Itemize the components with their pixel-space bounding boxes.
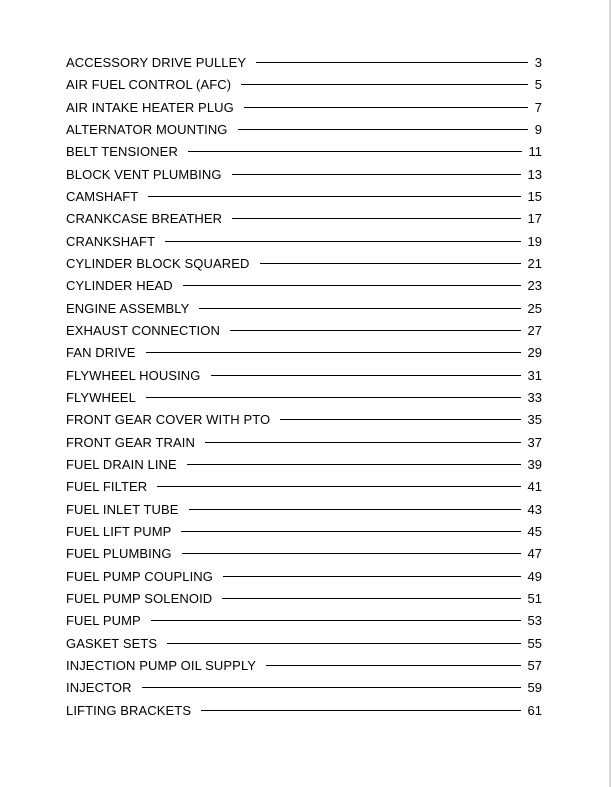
toc-entry-title: CYLINDER HEAD (66, 278, 173, 294)
toc-entry[interactable] (66, 253, 542, 275)
toc-leader-line (241, 84, 528, 85)
toc-entry-page-number: 39 (527, 456, 542, 472)
toc-entry[interactable] (66, 365, 542, 387)
toc-entry[interactable] (66, 476, 542, 498)
toc-entry-title: INJECTOR (66, 680, 132, 696)
toc-entry-title: FUEL INLET TUBE (66, 501, 179, 517)
toc-leader-line (167, 643, 520, 644)
toc-leader-line (223, 576, 521, 577)
toc-entry[interactable] (66, 342, 542, 364)
toc-entry-page-number: 27 (527, 322, 542, 338)
toc-leader-line (146, 397, 521, 398)
toc-entry[interactable] (66, 231, 542, 253)
toc-entry[interactable] (66, 610, 542, 632)
toc-entry-page-number: 7 (534, 99, 542, 115)
toc-entry-page-number: 31 (527, 367, 542, 383)
toc-leader-line (189, 509, 521, 510)
toc-entry-title: FLYWHEEL (66, 389, 136, 405)
toc-entry-page-number: 3 (534, 55, 542, 70)
toc-leader-line (157, 486, 520, 487)
toc-entry-page-number: 33 (527, 389, 542, 405)
toc-entry[interactable] (66, 208, 542, 230)
toc-entry-title: FUEL PUMP (66, 613, 141, 629)
toc-entry-page-number: 11 (528, 144, 542, 160)
toc-entry[interactable] (66, 588, 542, 610)
toc-leader-line (244, 107, 528, 108)
toc-entry-title: CRANKCASE BREATHER (66, 211, 223, 227)
toc-entry-page-number: 35 (527, 412, 542, 428)
toc-entry-page-number: 15 (527, 188, 542, 204)
toc-entry[interactable] (66, 409, 542, 431)
toc-entry[interactable] (66, 97, 542, 119)
toc-entry[interactable] (66, 432, 542, 454)
toc-leader-line (182, 553, 521, 554)
toc-entry-title: FUEL PLUMBING (66, 546, 172, 562)
toc-entry-page-number: 13 (527, 166, 542, 182)
toc-entry-title: INJECTION PUMP OIL SUPPLY (66, 657, 257, 673)
toc-entry-page-number: 59 (527, 680, 542, 696)
toc-entry-page-number: 55 (527, 635, 542, 651)
toc-entry-page-number: 51 (527, 590, 542, 606)
table-of-contents (66, 52, 542, 722)
toc-entry-page-number: 25 (527, 300, 542, 316)
toc-leader-line (188, 151, 522, 152)
toc-entry-title: CYLINDER BLOCK SQUARED (66, 255, 250, 271)
toc-entry[interactable] (66, 275, 542, 297)
toc-entry-title: GASKET SETS (66, 635, 158, 651)
toc-leader-line (266, 665, 520, 666)
toc-entry[interactable] (66, 543, 542, 565)
toc-entry-title: FUEL PUMP SOLENOID (66, 590, 213, 606)
toc-leader-line (181, 531, 520, 532)
toc-entry-page-number: 45 (527, 523, 542, 539)
toc-leader-line (230, 330, 521, 331)
toc-entry[interactable] (66, 119, 542, 141)
toc-entry-page-number: 41 (527, 479, 542, 495)
toc-entry[interactable] (66, 164, 542, 186)
toc-entry-title: BELT TENSIONER (66, 144, 178, 160)
toc-leader-line (211, 375, 521, 376)
toc-entry-title: FRONT GEAR TRAIN (66, 434, 195, 450)
toc-leader-line (260, 263, 521, 264)
toc-leader-line (222, 598, 520, 599)
toc-entry-title: ALTERNATOR MOUNTING (66, 121, 228, 137)
toc-leader-line (232, 174, 521, 175)
toc-entry-title: CAMSHAFT (66, 188, 139, 204)
toc-leader-line (232, 218, 520, 219)
toc-entry-page-number: 37 (527, 434, 542, 450)
toc-entry-title: FAN DRIVE (66, 345, 136, 361)
toc-leader-line (183, 285, 521, 286)
toc-entry[interactable] (66, 655, 542, 677)
toc-entry-page-number: 29 (527, 345, 542, 361)
toc-leader-line (148, 196, 520, 197)
toc-leader-line (205, 442, 521, 443)
toc-entry-title: AIR FUEL CONTROL (AFC) (66, 77, 232, 93)
toc-entry[interactable] (66, 566, 542, 588)
toc-leader-line (146, 352, 521, 353)
toc-entry-title: FUEL DRAIN LINE (66, 456, 177, 472)
toc-entry-title: FLYWHEEL HOUSING (66, 367, 201, 383)
toc-entry-title: ACCESSORY DRIVE PULLEY (66, 55, 247, 70)
toc-entry[interactable] (66, 74, 542, 96)
toc-entry[interactable] (66, 700, 542, 722)
toc-leader-line (151, 620, 521, 621)
toc-entry-title: FUEL LIFT PUMP (66, 523, 172, 539)
toc-leader-line (238, 129, 528, 130)
toc-leader-line (256, 62, 528, 63)
toc-entry-page-number: 23 (527, 278, 542, 294)
toc-entry[interactable] (66, 677, 542, 699)
toc-entry[interactable] (66, 387, 542, 409)
toc-entry-title: CRANKSHAFT (66, 233, 156, 249)
toc-entry-page-number: 61 (527, 702, 542, 718)
toc-entry-title: LIFTING BRACKETS (66, 702, 192, 718)
toc-entry-title: AIR INTAKE HEATER PLUG (66, 99, 234, 115)
toc-entry[interactable] (66, 633, 542, 655)
toc-entry-page-number: 49 (527, 568, 542, 584)
toc-entry-page-number: 21 (527, 255, 542, 271)
toc-entry[interactable] (66, 454, 542, 476)
toc-leader-line (142, 687, 521, 688)
toc-entry-title: BLOCK VENT PLUMBING (66, 166, 222, 182)
toc-entry[interactable] (66, 499, 542, 521)
toc-entry-title: FUEL FILTER (66, 479, 148, 495)
toc-entry-title: EXHAUST CONNECTION (66, 322, 220, 338)
toc-entry-page-number: 47 (527, 546, 542, 562)
toc-entry[interactable] (66, 298, 542, 320)
toc-entry[interactable] (66, 186, 542, 208)
toc-entry[interactable] (66, 52, 542, 74)
toc-entry-page-number: 9 (534, 121, 542, 137)
toc-entry-page-number: 57 (527, 657, 542, 673)
toc-leader-line (199, 308, 520, 309)
toc-leader-line (165, 241, 520, 242)
toc-entry-title: FRONT GEAR COVER WITH PTO (66, 412, 271, 428)
toc-entry[interactable] (66, 320, 542, 342)
toc-leader-line (201, 710, 520, 711)
toc-entry-page-number: 43 (527, 501, 542, 517)
toc-entry-title: FUEL PUMP COUPLING (66, 568, 213, 584)
toc-entry-page-number: 19 (527, 233, 542, 249)
toc-entry-title: ENGINE ASSEMBLY (66, 300, 190, 316)
toc-entry-page-number: 5 (534, 77, 542, 93)
toc-entry-page-number: 17 (527, 211, 542, 227)
toc-leader-line (280, 419, 520, 420)
toc-entry[interactable] (66, 141, 542, 163)
toc-entry-page-number: 53 (527, 613, 542, 629)
toc-entry[interactable] (66, 521, 542, 543)
toc-leader-line (187, 464, 521, 465)
